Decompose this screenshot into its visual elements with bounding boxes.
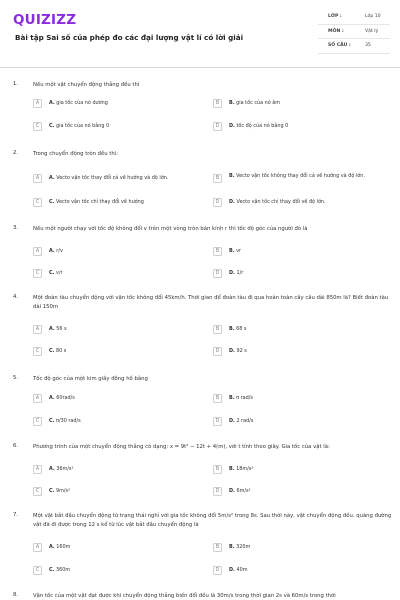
meta-value: Lớp 10 — [365, 14, 381, 19]
option-text: 360m — [56, 567, 71, 573]
option-text: Vecto vận tốc không thay đổi cả về hướng và độ lớn. — [236, 173, 365, 179]
option-letter: D — [213, 487, 222, 496]
meta-value: 35 — [365, 43, 371, 49]
option-text: 40m — [236, 567, 248, 573]
option-letter: D — [213, 269, 222, 278]
option-letter: B — [213, 247, 222, 256]
option-cap: A. — [49, 100, 55, 106]
option-text: v/r — [56, 270, 63, 276]
question-number: 4. — [13, 294, 19, 300]
option-cap: B. — [229, 100, 235, 106]
option-text: 36m/s² — [56, 466, 74, 472]
option-letter: A — [33, 394, 42, 403]
option-cap: B. — [229, 395, 235, 401]
option-letter: B — [213, 394, 222, 403]
question-text: Trong chuyển động tròn đều thì: — [33, 151, 119, 157]
option-cap: A. — [49, 248, 55, 254]
option-cap: B. — [229, 173, 235, 179]
option-text: 2 rad/s — [236, 418, 254, 424]
question-text: Tốc độ góc của một kim giây đồng hồ bằng — [33, 376, 148, 382]
option-cap: D. — [229, 199, 235, 205]
option-letter: A — [33, 99, 42, 108]
worksheet-title: Bài tập Sai số của phép đo các đại lượng vật lí có lời giải — [15, 33, 244, 42]
option-letter: C — [33, 347, 42, 356]
question-number: 5. — [13, 375, 19, 381]
option-text: 92 s — [236, 348, 247, 354]
option-text: r/v — [56, 248, 63, 254]
option-text: 68 s — [236, 326, 247, 332]
option-cap: A. — [49, 175, 55, 181]
meta-row-subject — [318, 25, 390, 40]
question-text: Một đoàn tàu chuyển động với vận tốc không đổi 45km/h. Thời gian để đoàn tàu đi qua hoàn toàn cây cầu dài 850m là? Biết đoàn tàu dài 150m — [33, 295, 389, 310]
option-text: 56 s — [56, 326, 67, 332]
question-number: 7. — [13, 512, 19, 518]
option-text: 60rad/s — [56, 395, 75, 401]
quizizz-logo: QUIZIZZ — [13, 12, 77, 28]
option-cap: A. — [49, 466, 55, 472]
option-cap: B. — [229, 544, 235, 550]
option-letter: A — [33, 465, 42, 474]
option-cap: A. — [49, 544, 55, 550]
option-text: Vecto vận tốc chỉ thay đổi về độ lớn. — [236, 199, 326, 205]
meta-label: SỐ CÂU : — [328, 43, 351, 49]
option-text: 320m — [236, 544, 251, 550]
option-letter: C — [33, 566, 42, 575]
question-text: Nếu một vật chuyển động thẳng đều thì — [33, 82, 140, 88]
option-text: gia tốc của nó âm — [236, 100, 281, 106]
meta-value: Vật lý — [365, 28, 379, 34]
option-cap: D. — [229, 567, 235, 573]
meta-table — [318, 10, 390, 54]
question-number: 8. — [13, 592, 19, 598]
option-letter: D — [213, 347, 222, 356]
option-cap: D. — [229, 488, 235, 494]
option-text: 80 s — [56, 348, 67, 354]
option-text: 6m/s² — [236, 488, 251, 494]
question-number: 6. — [13, 443, 19, 449]
option-letter: C — [33, 198, 42, 207]
option-text: π rad/s — [236, 395, 253, 401]
option-letter: B — [213, 543, 222, 552]
option-letter: C — [33, 487, 42, 496]
option-letter: C — [33, 269, 42, 278]
option-text: 9m/s² — [56, 488, 71, 494]
option-letter: B — [213, 99, 222, 108]
option-cap: C. — [49, 199, 55, 205]
option-letter: A — [33, 247, 42, 256]
option-letter: D — [213, 122, 222, 131]
option-cap: B. — [229, 466, 235, 472]
option-letter: A — [33, 174, 42, 183]
option-cap: C. — [49, 270, 55, 276]
option-cap: C. — [49, 488, 55, 494]
option-cap: A. — [49, 395, 55, 401]
meta-row-grade — [318, 10, 390, 25]
option-letter: B — [213, 174, 222, 183]
option-text: 1/r — [236, 270, 244, 276]
option-letter: D — [213, 198, 222, 207]
option-text: 18m/s² — [236, 466, 254, 472]
option-cap: D. — [229, 418, 235, 424]
option-cap: A. — [49, 326, 55, 332]
option-text: gia tốc của nó dương — [56, 100, 108, 106]
option-cap: B. — [229, 326, 235, 332]
option-cap: D. — [229, 348, 235, 354]
option-text: 160m — [56, 544, 71, 550]
option-letter: D — [213, 566, 222, 575]
option-cap: C. — [49, 567, 55, 573]
question-number: 1. — [13, 81, 19, 87]
option-letter: D — [213, 417, 222, 426]
meta-label: LỚP : — [328, 14, 342, 19]
option-letter: A — [33, 325, 42, 334]
option-letter: B — [213, 325, 222, 334]
option-letter: A — [33, 543, 42, 552]
option-text: vr — [236, 248, 242, 254]
option-letter: B — [213, 465, 222, 474]
meta-row-count — [318, 39, 390, 54]
question-text: Một vật bắt đầu chuyển động từ trạng thái nghỉ với gia tốc không đổi 5m/s² trong 8s. Sau thời này, vật chuyển động đều. quãng đường vật đã đi được trong 12 s kể từ lúc vật bắt đầu chuyển động là — [33, 513, 392, 528]
question-text: Vận tốc của một vật đạt được khi chuyển động thẳng biến đổi đều là 30m/s trong thời gian 2s và 60m/s trong thời — [33, 593, 336, 599]
option-text: gia tốc của nó bằng 0 — [56, 123, 110, 129]
option-letter: C — [33, 122, 42, 131]
option-text: π/30 rad/s — [56, 418, 81, 424]
option-text: tốc độ của nó bằng 0 — [236, 123, 289, 129]
option-text: Vecto vận tốc chỉ thay đổi về hướng — [56, 199, 144, 205]
question-text: Phương trình của một chuyển động thẳng có dạng: x = 9t² − 12t + 4(m), với t tính theo giây. Gia tốc của vật là: — [33, 444, 330, 450]
question-number: 3. — [13, 225, 19, 231]
option-cap: C. — [49, 418, 55, 424]
question-number: 2. — [13, 150, 19, 156]
option-letter: C — [33, 417, 42, 426]
question-text: Nếu một người chạy với tốc độ không đổi v trên một vòng tròn bán kính r thì tốc độ góc của người đó là — [33, 226, 308, 232]
worksheet-header — [0, 0, 400, 68]
option-cap: C. — [49, 123, 55, 129]
option-text: Vecto vận tốc thay đổi cả về hướng và độ lớn. — [56, 175, 169, 181]
option-cap: B. — [229, 248, 235, 254]
option-cap: D. — [229, 123, 235, 129]
option-cap: C. — [49, 348, 55, 354]
option-cap: D. — [229, 270, 235, 276]
meta-label: MÔN : — [328, 28, 344, 34]
